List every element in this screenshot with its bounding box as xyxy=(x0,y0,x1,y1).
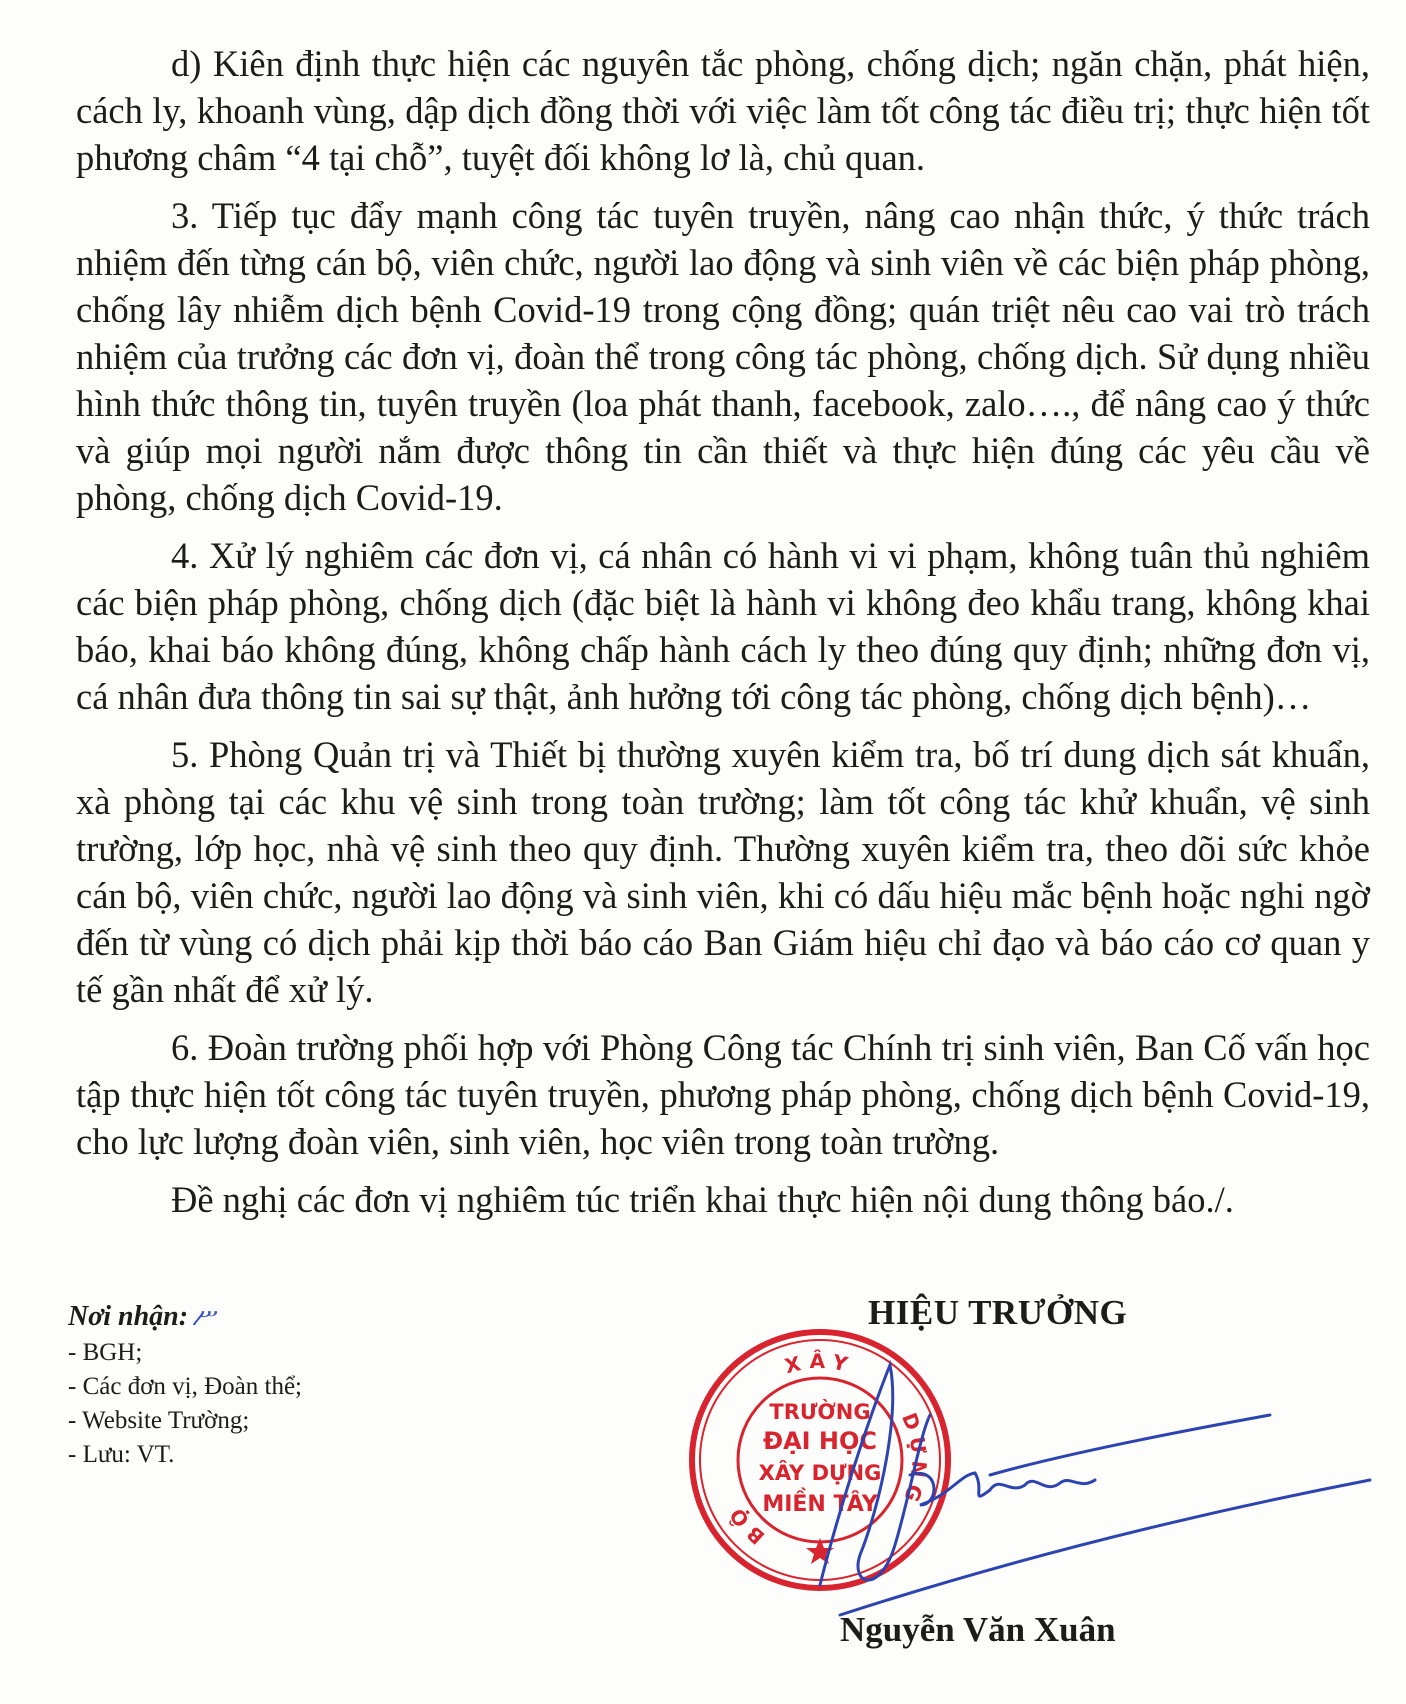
recipients-heading-text: Nơi nhận: xyxy=(68,1301,189,1332)
recipient-item: - Website Trường; xyxy=(68,1407,250,1434)
recipients-block xyxy=(68,1300,302,1472)
seal-line-1: TRƯỜNG xyxy=(769,1400,871,1424)
paragraph-d: d) Kiên định thực hiện các nguyên tắc phòng, chống dịch; ngăn chặn, phát hiện, cách ly, khoanh vùng, dập dịch đồng thời với việc làm tốt công tác điều trị; thực hiện tốt phương châm “4 tại chỗ”, tuyệt đối không lơ là, chủ quan. xyxy=(76,43,1370,178)
handwritten-signature xyxy=(760,1355,1380,1625)
paragraph-4: 4. Xử lý nghiêm các đơn vị, cá nhân có hành vi vi phạm, không tuân thủ nghiêm các biện pháp phòng, chống dịch (đặc biệt là hành vi không đeo khẩu trang, không khai báo, khai báo không đúng, không chấp hành cách ly theo đúng quy định; những đơn vị, cá nhân đưa thông tin sai sự thật, ảnh hưởng tới công tác phòng, chống dịch bệnh)… xyxy=(76,535,1370,717)
seal-outer-right: DỰNG xyxy=(897,1409,932,1511)
document-body xyxy=(76,40,1370,1234)
seal-line-3: XÂY DỰNG xyxy=(758,1461,882,1485)
recipients-heading xyxy=(68,1300,302,1334)
seal-line-2: ĐẠI HỌC xyxy=(762,1427,878,1455)
paragraph-3: 3. Tiếp tục đẩy mạnh công tác tuyên truyền, nâng cao nhận thức, ý thức trách nhiệm đến từng cán bộ, viên chức, người lao động và sinh viên về các biện pháp phòng, chống lây nhiễm dịch bệnh Covid-19 trong cộng đồng; quán triệt nêu cao vai trò trách nhiệm của trưởng các đơn vị, đoàn thể trong công tác phòng, chống dịch. Sử dụng nhiều hình thức thông tin, tuyên truyền (loa phát thanh, facebook, zalo…., để nâng cao ý thức và giúp mọi người nắm được thông tin cần thiết và thực hiện đúng các yêu cầu về phòng, chống dịch Covid-19. xyxy=(76,195,1370,518)
recipient-item: - Lưu: VT. xyxy=(68,1441,175,1468)
recipient-item: - BGH; xyxy=(68,1339,143,1366)
recipient-item: - Các đơn vị, Đoàn thể; xyxy=(68,1373,302,1400)
seal-outer-left: BỘ xyxy=(721,1498,770,1550)
seal-line-4: MIỀN TÂY xyxy=(762,1492,878,1517)
signer-name: Nguyễn Văn Xuân xyxy=(840,1610,1116,1649)
paragraph-6: 6. Đoàn trường phối hợp với Phòng Công tác Chính trị sinh viên, Ban Cố vấn học tập thực hiện tốt công tác tuyên truyền, phương pháp phòng, chống dịch bệnh Covid-19, cho lực lượng đoàn viên, sinh viên, học viên trong toàn trường. xyxy=(76,1027,1370,1162)
closing-request: Đề nghị các đơn vị nghiêm túc triển khai thực hiện nội dung thông báo./. xyxy=(171,1179,1234,1220)
paragraph-5: 5. Phòng Quản trị và Thiết bị thường xuyên kiểm tra, bố trí dung dịch sát khuẩn, xà phòng tại các khu vệ sinh trong toàn trường; làm tốt công tác khử khuẩn, vệ sinh trường, lớp học, nhà vệ sinh theo quy định. Thường xuyên kiểm tra, theo dõi sức khỏe cán bộ, viên chức, người lao động và sinh viên, khi có dấu hiệu mắc bệnh hoặc nghi ngờ đến từ vùng có dịch phải kịp thời báo cáo Ban Giám hiệu chỉ đạo và báo cáo cơ quan y tế gần nhất để xử lý. xyxy=(76,734,1370,1010)
recipients-list xyxy=(68,1336,302,1472)
signer-title: HIỆU TRƯỞNG xyxy=(868,1293,1128,1332)
seal-outer-top: XÂY xyxy=(782,1348,858,1379)
handwritten-initial: ሥ xyxy=(192,1303,215,1331)
